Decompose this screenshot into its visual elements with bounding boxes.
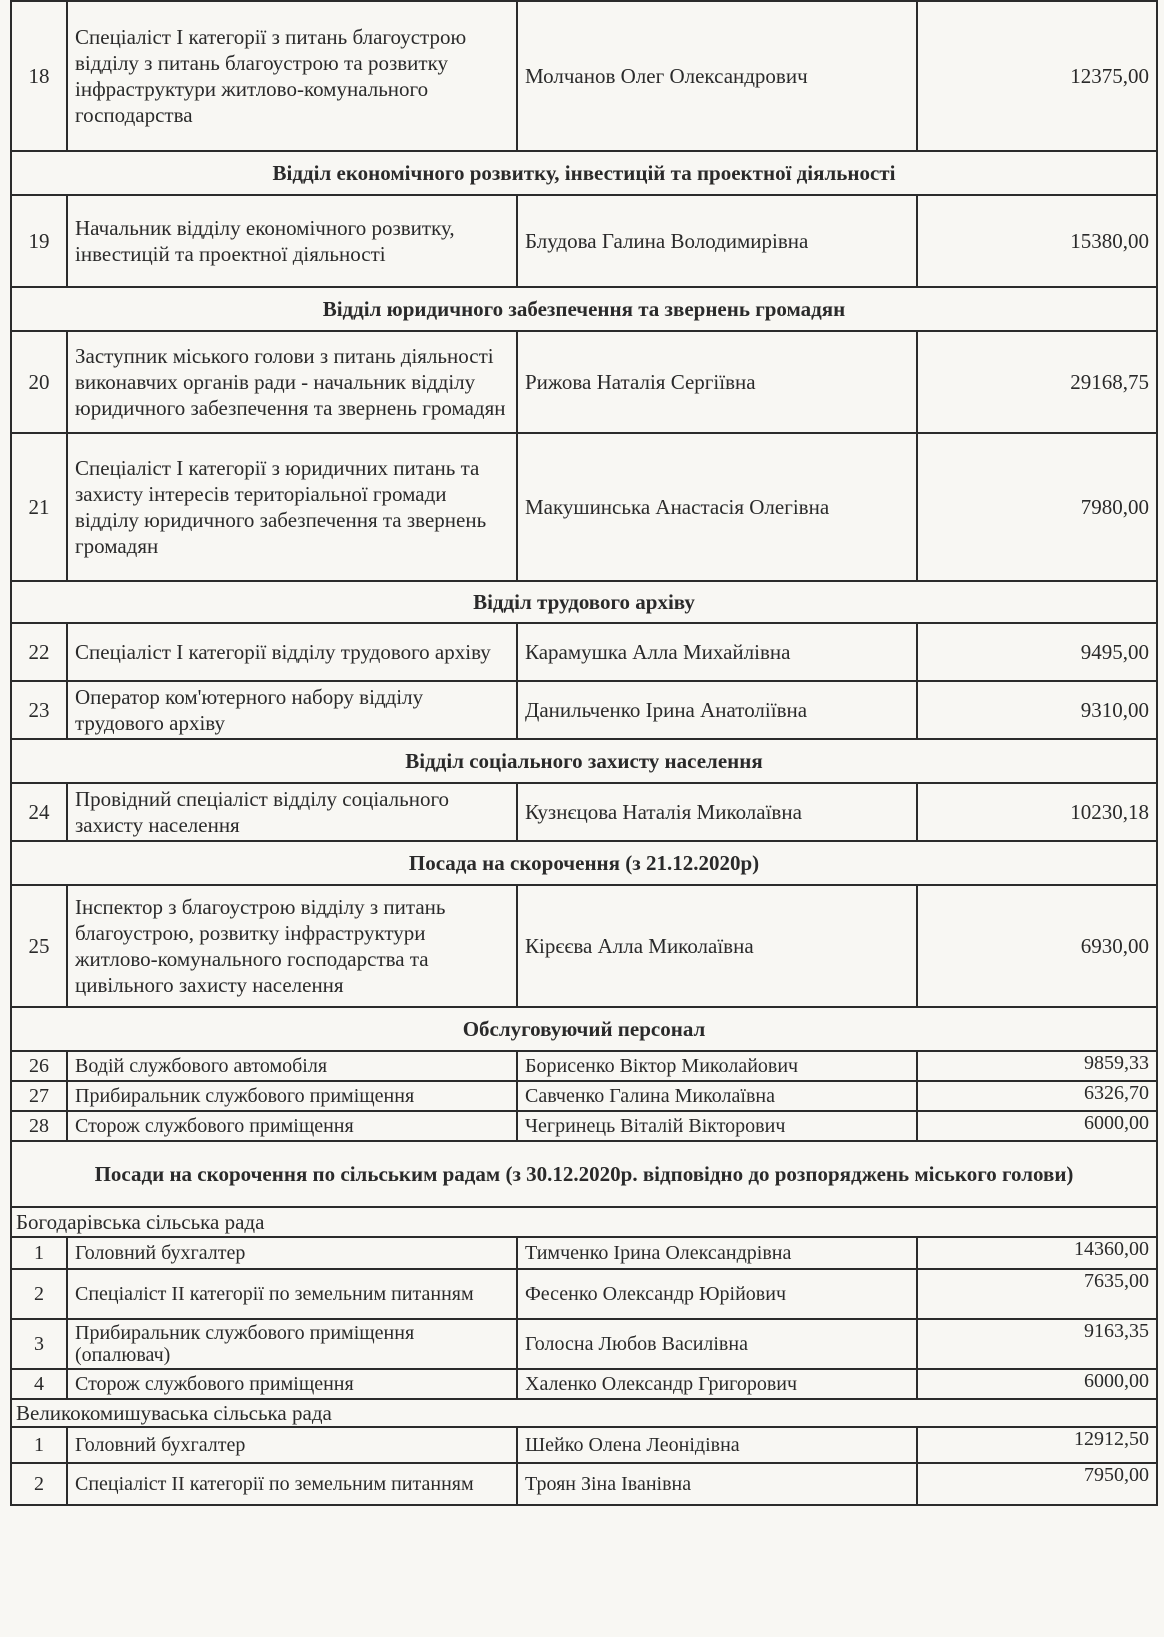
table-row [11,1463,1157,1505]
table-row [11,195,1157,287]
position-cell: Сторож службового приміщення [67,1111,517,1141]
table-row [11,623,1157,681]
section-header-row [11,581,1157,623]
section-header-row [11,841,1157,885]
row-number: 21 [11,433,67,581]
salary-cell: 15380,00 [917,195,1157,287]
salary-cell: 6000,00 [917,1369,1157,1399]
section-title: Посада на скорочення (з 21.12.2020р) [11,841,1157,885]
employee-name-cell: Чегринець Віталій Вікторович [517,1111,917,1141]
row-number: 20 [11,331,67,433]
salary-cell: 9859,33 [917,1051,1157,1081]
salary-cell: 29168,75 [917,331,1157,433]
salary-cell: 7635,00 [917,1269,1157,1319]
row-number: 1 [11,1427,67,1463]
salary-cell: 14360,00 [917,1237,1157,1269]
section-header-row [11,1141,1157,1207]
section-header-row [11,151,1157,195]
salary-cell: 6930,00 [917,885,1157,1007]
table-row [11,681,1157,739]
salary-cell: 10230,18 [917,783,1157,841]
section-header-row [11,739,1157,783]
salary-cell: 12375,00 [917,1,1157,151]
row-number: 26 [11,1051,67,1081]
employee-name-cell: Кірєєва Алла Миколаївна [517,885,917,1007]
section-header-row [11,287,1157,331]
staff-table [10,0,1158,1506]
employee-name-cell: Рижова Наталія Сергіївна [517,331,917,433]
position-cell: Головний бухгалтер [67,1237,517,1269]
position-cell: Прибиральник службового приміщення (опалювач) [67,1319,517,1369]
position-cell: Оператор ком'ютерного набору відділу трудового архіву [67,681,517,739]
employee-name-cell: Макушинська Анастасія Олегівна [517,433,917,581]
table-row [11,885,1157,1007]
section-title: Відділ юридичного забезпечення та звернень громадян [11,287,1157,331]
employee-name-cell: Борисенко Віктор Миколайович [517,1051,917,1081]
position-cell: Провідний спеціаліст відділу соціального захисту населення [67,783,517,841]
table-row [11,1051,1157,1081]
employee-name-cell: Кузнєцова Наталія Миколаївна [517,783,917,841]
section-title: Посади на скорочення по сільським радам (з 30.12.2020р. відповідно до розпоряджень міського голови) [11,1141,1157,1207]
table-row [11,783,1157,841]
council-title: Богодарівська сільська рада [11,1207,1157,1237]
position-cell: Інспектор з благоустрою відділу з питань благоустрою, розвитку інфраструктури житлово-комунального господарства та цивільного захисту населення [67,885,517,1007]
row-number: 27 [11,1081,67,1111]
salary-cell: 9310,00 [917,681,1157,739]
employee-name-cell: Блудова Галина Володимирівна [517,195,917,287]
salary-cell: 7950,00 [917,1463,1157,1505]
employee-name-cell: Халенко Олександр Григорович [517,1369,917,1399]
row-number: 2 [11,1269,67,1319]
row-number: 4 [11,1369,67,1399]
position-cell: Головний бухгалтер [67,1427,517,1463]
employee-name-cell: Савченко Галина Миколаївна [517,1081,917,1111]
table-row [11,1427,1157,1463]
row-number: 3 [11,1319,67,1369]
salary-cell: 6000,00 [917,1111,1157,1141]
employee-name-cell: Голосна Любов Василівна [517,1319,917,1369]
staff-table-body [11,1,1157,1505]
section-title: Відділ економічного розвитку, інвестицій та проектної діяльності [11,151,1157,195]
table-row [11,1,1157,151]
section-header-row [11,1007,1157,1051]
position-cell: Спеціаліст ІІ категорії по земельним питанням [67,1269,517,1319]
salary-cell: 6326,70 [917,1081,1157,1111]
table-row [11,1237,1157,1269]
position-cell: Начальник відділу економічного розвитку, інвестицій та проектної діяльності [67,195,517,287]
table-row [11,1319,1157,1369]
row-number: 1 [11,1237,67,1269]
council-header-row [11,1207,1157,1237]
salary-cell: 7980,00 [917,433,1157,581]
position-cell: Заступник міського голови з питань діяльності виконавчих органів ради - начальник відділу юридичного забезпечення та звернень громадян [67,331,517,433]
salary-cell: 9163,35 [917,1319,1157,1369]
table-row [11,331,1157,433]
row-number: 18 [11,1,67,151]
row-number: 23 [11,681,67,739]
row-number: 28 [11,1111,67,1141]
row-number: 19 [11,195,67,287]
salary-cell: 12912,50 [917,1427,1157,1463]
table-row [11,1369,1157,1399]
table-row [11,1111,1157,1141]
section-title: Обслуговуючий персонал [11,1007,1157,1051]
employee-name-cell: Карамушка Алла Михайлівна [517,623,917,681]
employee-name-cell: Молчанов Олег Олександрович [517,1,917,151]
table-row [11,1081,1157,1111]
council-title: Великокомишуваська сільська рада [11,1399,1157,1427]
row-number: 22 [11,623,67,681]
salary-cell: 9495,00 [917,623,1157,681]
row-number: 2 [11,1463,67,1505]
employee-name-cell: Тимченко Ірина Олександрівна [517,1237,917,1269]
position-cell: Спеціаліст ІІ категорії по земельним питанням [67,1463,517,1505]
employee-name-cell: Данильченко Ірина Анатоліївна [517,681,917,739]
position-cell: Прибиральник службового приміщення [67,1081,517,1111]
position-cell: Водій службового автомобіля [67,1051,517,1081]
table-row [11,1269,1157,1319]
position-cell: Сторож службового приміщення [67,1369,517,1399]
section-title: Відділ соціального захисту населення [11,739,1157,783]
row-number: 24 [11,783,67,841]
employee-name-cell: Троян Зіна Іванівна [517,1463,917,1505]
employee-name-cell: Фесенко Олександр Юрійович [517,1269,917,1319]
employee-name-cell: Шейко Олена Леонідівна [517,1427,917,1463]
table-row [11,433,1157,581]
position-cell: Спеціаліст І категорії з питань благоустрою відділу з питань благоустрою та розвитку інфраструктури житлово-комунального господарства [67,1,517,151]
position-cell: Спеціаліст І категорії з юридичних питань та захисту інтересів територіальної громади відділу юридичного забезпечення та звернень громадян [67,433,517,581]
row-number: 25 [11,885,67,1007]
position-cell: Спеціаліст І категорії відділу трудового архіву [67,623,517,681]
council-header-row [11,1399,1157,1427]
section-title: Відділ трудового архіву [11,581,1157,623]
